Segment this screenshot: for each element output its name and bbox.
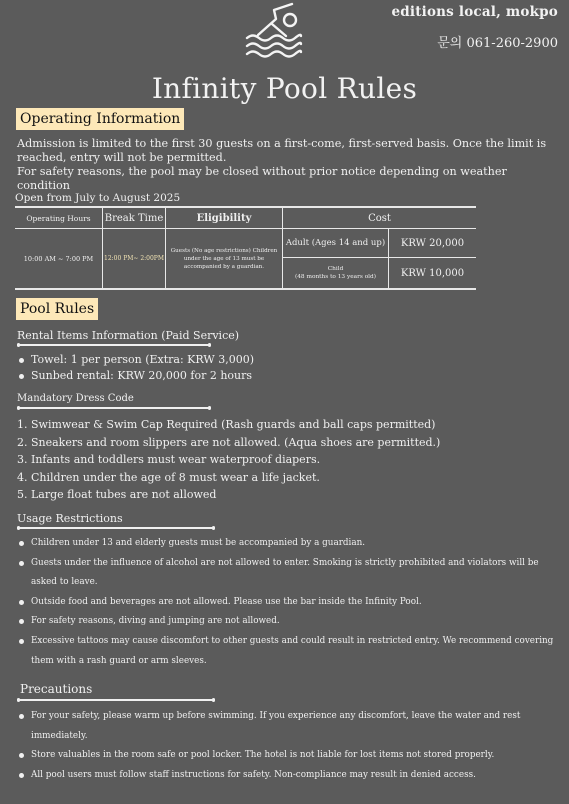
- list-item: Towel: 1 per person (Extra: KRW 3,000): [18, 352, 548, 368]
- pool-rules-heading: Pool Rules: [16, 298, 98, 320]
- list-item: Sunbed rental: KRW 20,000 for 2 hours: [18, 368, 548, 384]
- list-item: All pool users must follow staff instructions for safety. Non-compliance may result in denied access.: [18, 766, 558, 786]
- cell-adult-label: Adult (Ages 14 and up): [283, 229, 389, 258]
- precautions-title: Precautions: [20, 682, 93, 696]
- usage-list: [18, 534, 558, 671]
- precautions-underline: [17, 699, 215, 701]
- cell-adult-price: KRW 20,000: [400, 237, 465, 249]
- col-operating-hours: Operating Hours: [15, 207, 103, 229]
- admission-text: Admission is limited to the first 30 guests on a first-come, first-served basis. Once the limit is reached, entry will not be permitted.: [17, 137, 547, 164]
- usage-underline: [17, 527, 215, 529]
- weather-text: For safety reasons, the pool may be closed without prior notice depending on weather condition: [17, 165, 507, 192]
- swimmer-icon: [244, 2, 304, 58]
- cell-break: 12:00 PM~ 2:00PM: [103, 229, 166, 290]
- child-age-note: (48 months to 13 years old): [294, 274, 377, 280]
- rental-underline: [17, 344, 211, 346]
- list-item: Outside food and beverages are not allowed. Please use the bar inside the Infinity Pool.: [18, 593, 558, 613]
- col-eligibility: Eligibility: [166, 207, 283, 229]
- list-item: 1. Swimwear & Swim Cap Required (Rash guards and ball caps permitted): [17, 418, 436, 431]
- list-item: 4. Children under the age of 8 must wear a life jacket.: [17, 470, 320, 484]
- hotel-info: [391, 4, 558, 51]
- col-cost: Cost: [368, 212, 391, 224]
- dress-underline: [17, 407, 211, 409]
- col-break-time: Break Time: [103, 207, 166, 229]
- list-item: Guests under the influence of alcohol are not allowed to enter. Smoking is strictly prohibited and violators will be asked to leave.: [18, 554, 558, 593]
- cell-child-label: [283, 258, 389, 290]
- child-label: Child: [327, 266, 344, 272]
- cell-child-price: KRW 10,000: [389, 258, 477, 290]
- dress-title: Mandatory Dress Code: [17, 393, 134, 404]
- usage-title: Usage Restrictions: [17, 512, 123, 525]
- list-item: Store valuables in the room safe or pool locker. The hotel is not liable for lost items not stored properly.: [18, 746, 558, 766]
- operating-info-heading: Operating Information: [16, 108, 184, 130]
- dress-list: [17, 416, 557, 504]
- precautions-list: [18, 707, 558, 785]
- list-item: 3. Infants and toddlers must wear waterproof diapers.: [17, 453, 321, 467]
- cell-hours: 10:00 AM ~ 7:00 PM: [15, 229, 103, 290]
- operating-paragraph: [17, 137, 557, 193]
- operating-table: [15, 206, 476, 290]
- list-item: Children under 13 and elderly guests must be accompanied by a guardian.: [18, 534, 558, 554]
- list-item: For safety reasons, diving and jumping are not allowed.: [18, 612, 558, 632]
- page-title: Infinity Pool Rules: [151, 72, 418, 105]
- list-item: For your safety, please warm up before swimming. If you experience any discomfort, leave the water and rest immediately.: [18, 707, 558, 746]
- season-text: Open from July to August 2025: [15, 192, 181, 204]
- list-item: 5. Large float tubes are not allowed: [17, 488, 217, 502]
- rental-list: [18, 352, 548, 384]
- list-item: 2. Sneakers and room slippers are not allowed. (Aqua shoes are permitted.): [17, 435, 441, 449]
- list-item: Excessive tattoos may cause discomfort to other guests and could result in restricted entry. We recommend covering them with a rash guard or arm sleeves.: [18, 632, 558, 671]
- hotel-name: editions local, mokpo: [391, 4, 558, 20]
- cell-eligibility: Guests (No age restrictions) Children under the age of 13 must be accompanied by a guardian.: [166, 229, 283, 290]
- rental-title: Rental Items Information (Paid Service): [17, 329, 240, 342]
- contact-phone: 문의 061-260-2900: [437, 36, 558, 51]
